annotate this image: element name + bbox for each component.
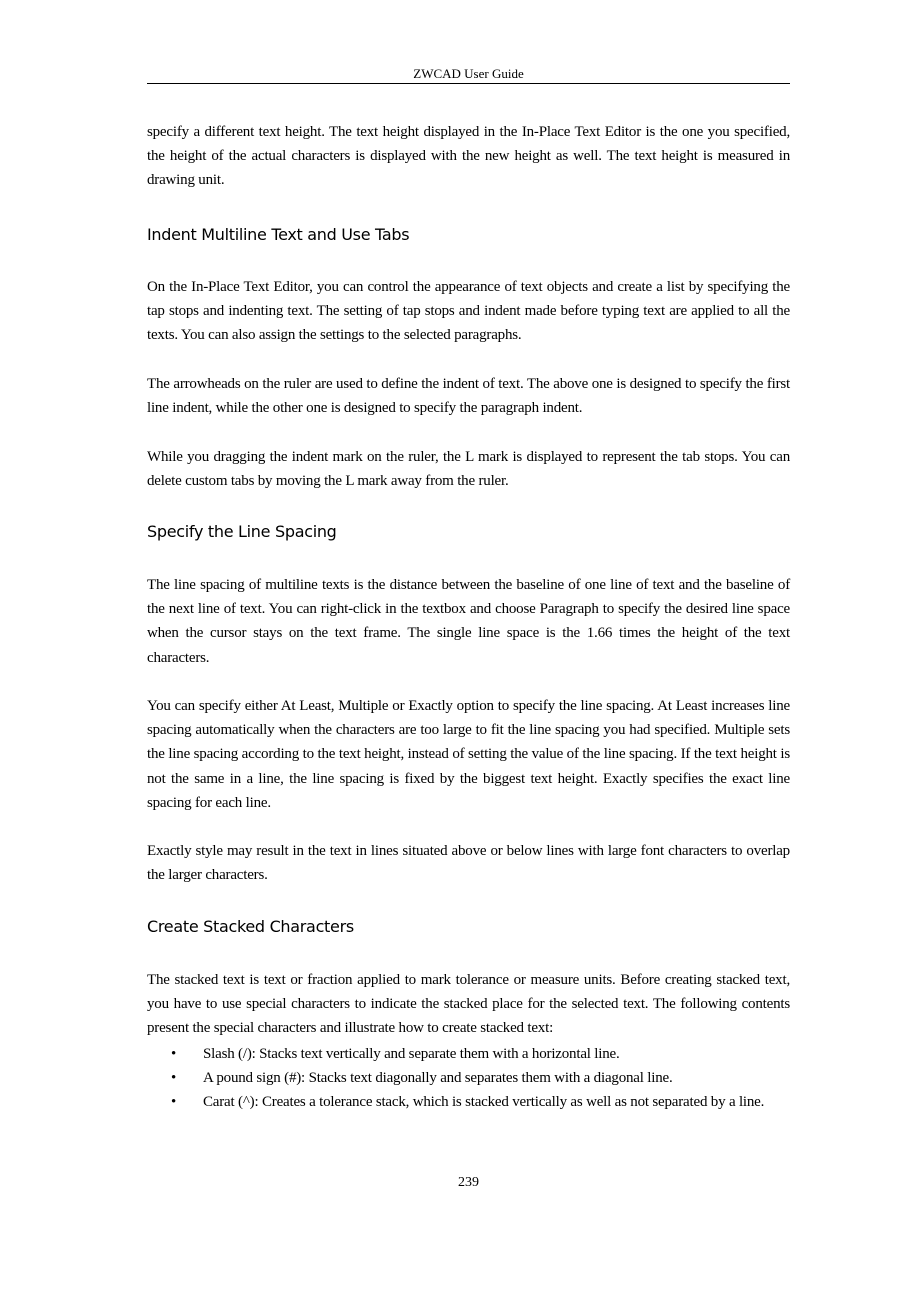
section-heading: Specify the Line Spacing: [147, 522, 337, 541]
list-item: • Carat (^): Creates a tolerance stack, which is stacked vertically as well as not separated by a line.: [147, 1090, 790, 1114]
paragraph: Exactly style may result in the text in lines situated above or below lines with large font characters to overlap the larger characters.: [147, 843, 790, 884]
bullet-icon: •: [171, 1046, 177, 1062]
paragraph: The line spacing of multiline texts is the distance between the baseline of one line of text and the baseline of the next line of text. You can right-click in the textbox and choose Paragraph to specify the desired line space when the cursor stays on the text frame. The single line space is the 1.66 times the height of the text characters.: [147, 577, 790, 666]
paragraph: The arrowheads on the ruler are used to define the indent of text. The above one is designed to specify the first line indent, while the other one is designed to specify the paragraph indent.: [147, 376, 790, 417]
bullet-icon: •: [171, 1070, 177, 1087]
page-header: ZWCAD User Guide: [413, 66, 524, 81]
section-heading: Create Stacked Characters: [147, 917, 354, 936]
section-heading: Indent Multiline Text and Use Tabs: [147, 225, 410, 244]
page-number: 239: [458, 1175, 479, 1190]
paragraph: While you dragging the indent mark on the ruler, the L mark is displayed to represent the tab stops. You can delete custom tabs by moving the L mark away from the ruler.: [147, 449, 790, 490]
header-divider: [147, 83, 790, 84]
paragraph: The stacked text is text or fraction applied to mark tolerance or measure units. Before creating stacked text, you have to use special characters to indicate the stacked place for the selected text. The following contents present the special characters and illustrate how to create stacked text:: [147, 972, 790, 1037]
list-item: • A pound sign (#): Stacks text diagonally and separates them with a diagonal line.: [147, 1066, 790, 1090]
list-item: • Slash (/): Stacks text vertically and separate them with a horizontal line.: [147, 1042, 790, 1066]
bullet-list: [147, 1042, 790, 1115]
paragraph: On the In-Place Text Editor, you can control the appearance of text objects and create a list by specifying the tap stops and indenting text. The setting of tap stops and indent made before typing text are applied to all the texts. You can also assign the settings to the selected paragraphs.: [147, 279, 790, 344]
bullet-icon: •: [171, 1094, 177, 1111]
paragraph: specify a different text height. The text height displayed in the In-Place Text Editor is the one you specified, the height of the actual characters is displayed with the new height as well. The text height is measured in drawing unit.: [147, 124, 790, 189]
paragraph: You can specify either At Least, Multiple or Exactly option to specify the line spacing. At Least increases line spacing automatically when the characters are too large to fit the line spacing you had specified. Multiple sets the line spacing according to the text height, instead of setting the value of the line spacing. If the text height is not the same in a line, the line spacing is fixed by the biggest text height. Exactly specifies the exact line spacing for each line.: [147, 698, 790, 811]
